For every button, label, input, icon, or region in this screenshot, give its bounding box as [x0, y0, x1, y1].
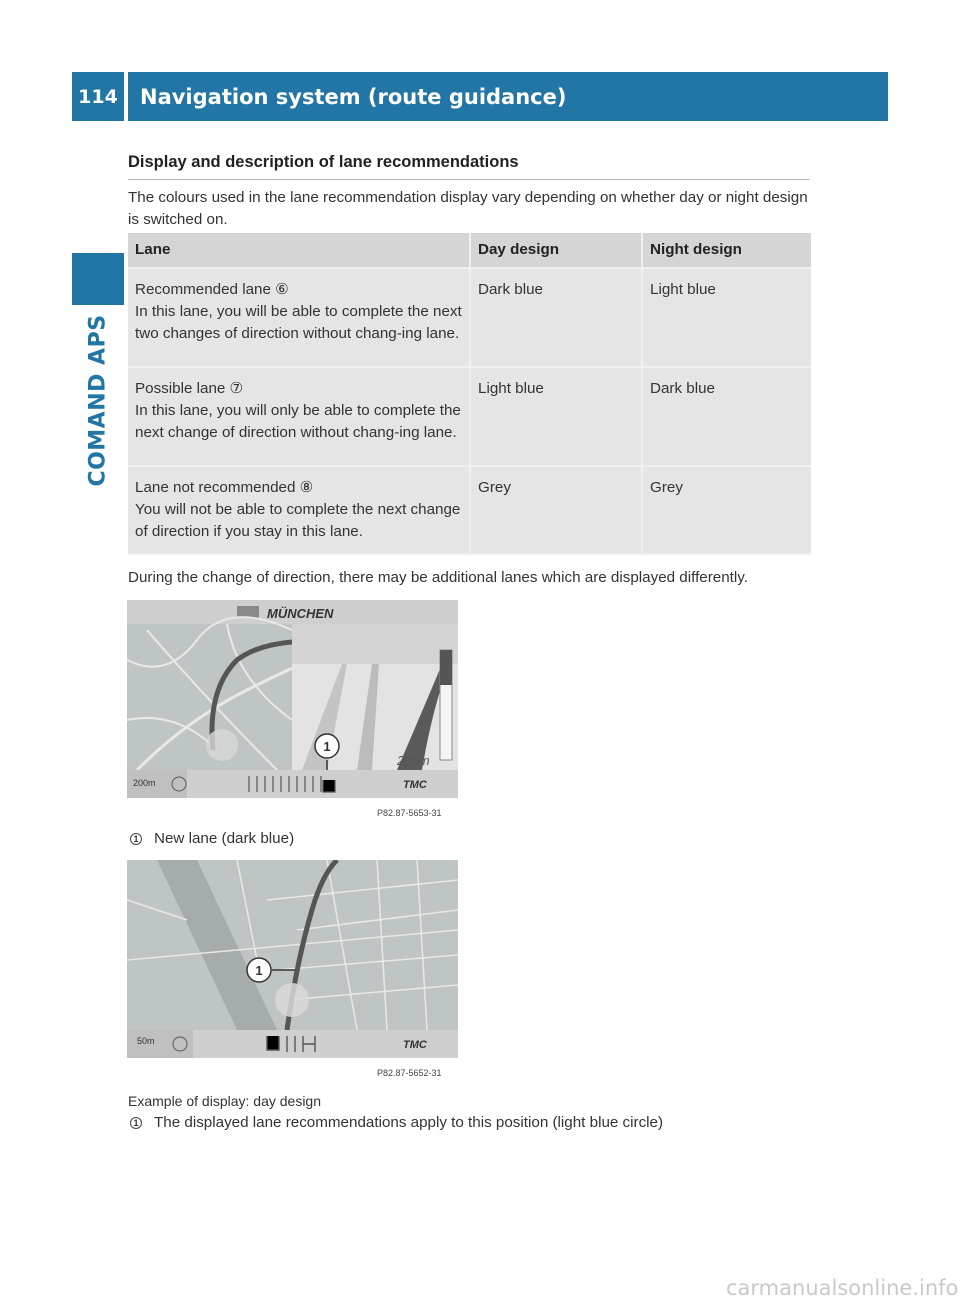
- caption-text: New lane (dark blue): [154, 830, 295, 847]
- lane-colour-table: [128, 233, 811, 555]
- page-header-title: Navigation system (route guidance): [128, 72, 888, 121]
- caption-text: The displayed lane recommendations apply to this position (light blue circle): [154, 1114, 664, 1131]
- page-number: 114: [72, 72, 124, 121]
- lane-cell: [128, 368, 471, 467]
- lane-title: Recommended lane ⑥: [135, 281, 289, 298]
- side-tab-text: COMAND APS: [85, 313, 111, 487]
- day-cell: Dark blue: [471, 269, 643, 368]
- caption-number: 1: [130, 833, 142, 845]
- day-cell: Grey: [471, 467, 643, 555]
- table-header-night: Night design: [643, 233, 811, 269]
- lane-description: You will not be able to complete the next change of direction if you stay in this lane.: [135, 501, 461, 540]
- svg-text:1: 1: [255, 963, 263, 978]
- caption-2: [128, 1114, 663, 1131]
- distance-left: 200m: [133, 778, 156, 788]
- additional-lanes-text: During the change of direction, there may be additional lanes which are displayed differently.: [128, 569, 748, 586]
- figure-code: P82.87-5653-31: [377, 808, 442, 818]
- caption-1: [128, 830, 294, 847]
- side-tab-label: [72, 310, 124, 490]
- navigation-screenshot-1: [127, 600, 458, 822]
- table-header-row: [128, 233, 811, 269]
- distance-right: 200m: [397, 753, 430, 768]
- watermark-link[interactable]: carmanualsonline.info: [726, 1276, 959, 1300]
- navigation-screenshot-2: [127, 860, 458, 1082]
- night-cell: Light blue: [643, 269, 811, 368]
- tmc-logo: TMC: [403, 1039, 427, 1051]
- distance-left: 50m: [137, 1036, 155, 1046]
- night-cell: Grey: [643, 467, 811, 555]
- table-row: [128, 368, 811, 467]
- lane-title: Lane not recommended ⑧: [135, 479, 314, 496]
- day-cell: Light blue: [471, 368, 643, 467]
- section-title: Display and description of lane recommendations: [128, 153, 810, 180]
- side-tab-block: [72, 253, 124, 305]
- table-header-lane: Lane: [128, 233, 471, 269]
- navigation-map-1: [127, 600, 458, 822]
- navigation-map-2: [127, 860, 458, 1082]
- figure-caption-example: Example of display: day design: [128, 1093, 321, 1109]
- table-header-day: Day design: [471, 233, 643, 269]
- table-row: [128, 269, 811, 368]
- lane-title: Possible lane ⑦: [135, 380, 244, 397]
- caption-number: 1: [130, 1117, 142, 1129]
- lane-description: In this lane, you will be able to complete the next two changes of direction without chang-ing lane.: [135, 303, 462, 342]
- night-cell: Dark blue: [643, 368, 811, 467]
- lane-cell: [128, 467, 471, 555]
- city-name: MÜNCHEN: [267, 606, 334, 621]
- tmc-logo: TMC: [403, 779, 427, 791]
- lane-cell: [128, 269, 471, 368]
- figure-code: P82.87-5652-31: [377, 1068, 442, 1078]
- lane-description: In this lane, you will only be able to complete the next change of direction without chang-ing lane.: [135, 402, 461, 441]
- intro-paragraph: The colours used in the lane recommendation display vary depending on whether day or night design is switched on.: [128, 189, 808, 228]
- table-row: [128, 467, 811, 555]
- svg-text:1: 1: [323, 739, 331, 754]
